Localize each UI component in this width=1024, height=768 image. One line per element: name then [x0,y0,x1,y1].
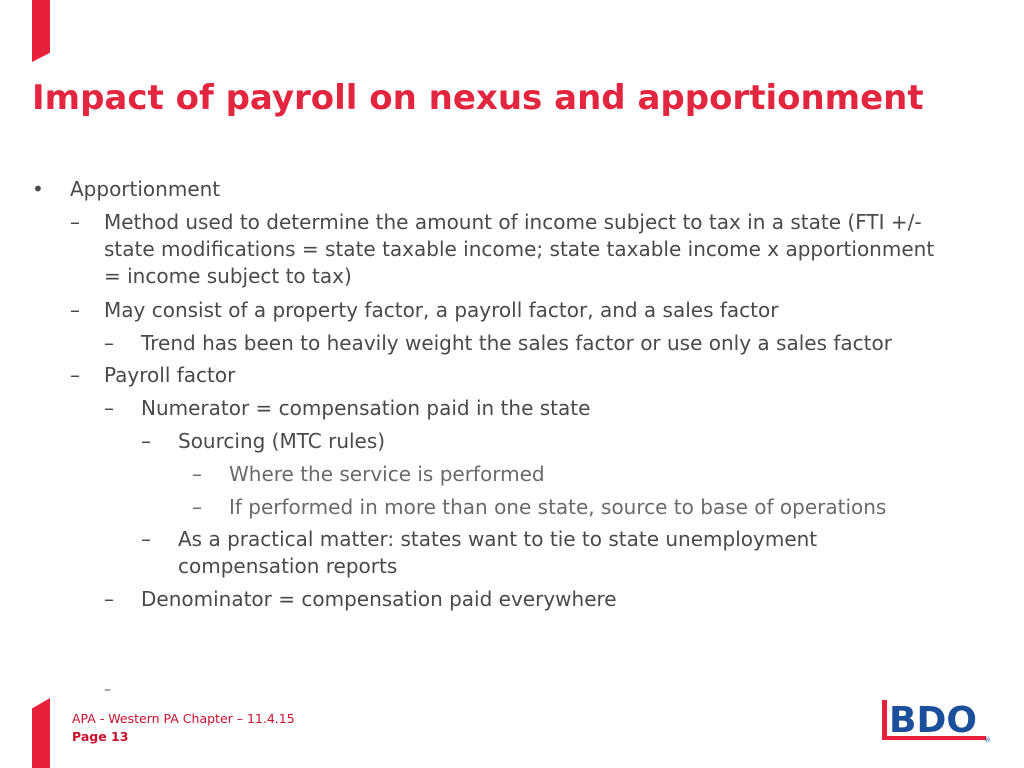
dash-marker: – [104,396,114,420]
sub-bullet-where-performed: Where the service is performed [229,462,545,486]
bullet-apportionment: Apportionment [70,177,221,201]
slide-title: Impact of payroll on nexus and apportionment [32,78,924,118]
dash-marker: – [192,462,202,486]
dash-marker: – [192,495,202,519]
sub-bullet-method-line-2: state modifications = state taxable income; state taxable income x apportionment [104,237,935,261]
logo-registered: ® [984,736,991,744]
sub-bullet-numerator: Numerator = compensation paid in the state [141,396,591,420]
sub-bullet-practical-line-2: compensation reports [178,554,398,578]
sub-bullet-payroll-factor: Payroll factor [104,363,236,387]
dash-marker: – [104,331,114,355]
footer-page-number: Page 13 [72,729,129,744]
sub-bullet-factors: May consist of a property factor, a payroll factor, and a sales factor [104,298,779,322]
footer-dash: – [104,682,111,698]
dash-marker: – [70,298,80,322]
dash-marker: – [70,363,80,387]
dash-marker: – [104,587,114,611]
logo-red-bar [882,700,887,740]
bdo-logo [880,698,994,744]
footer-event: APA - Western PA Chapter – 11.4.15 [72,711,295,726]
sub-bullet-trend: Trend has been to heavily weight the sales factor or use only a sales factor [141,331,892,355]
sub-bullet-practical-line-1: As a practical matter: states want to tie to state unemployment [178,527,818,551]
bullet-marker: • [32,177,44,201]
logo-text: BDO [889,700,977,741]
accent-bar-bottom [32,698,50,768]
sub-bullet-method-line-1: Method used to determine the amount of income subject to tax in a state (FTI +/- [104,210,922,234]
dash-marker: – [141,527,151,551]
sub-bullet-sourcing: Sourcing (MTC rules) [178,429,386,453]
sub-bullet-multiple-states: If performed in more than one state, source to base of operations [229,495,887,519]
sub-bullet-method-line-3: = income subject to tax) [104,264,352,288]
sub-bullet-denominator: Denominator = compensation paid everywhere [141,587,617,611]
dash-marker: – [70,210,80,234]
dash-marker: – [141,429,151,453]
